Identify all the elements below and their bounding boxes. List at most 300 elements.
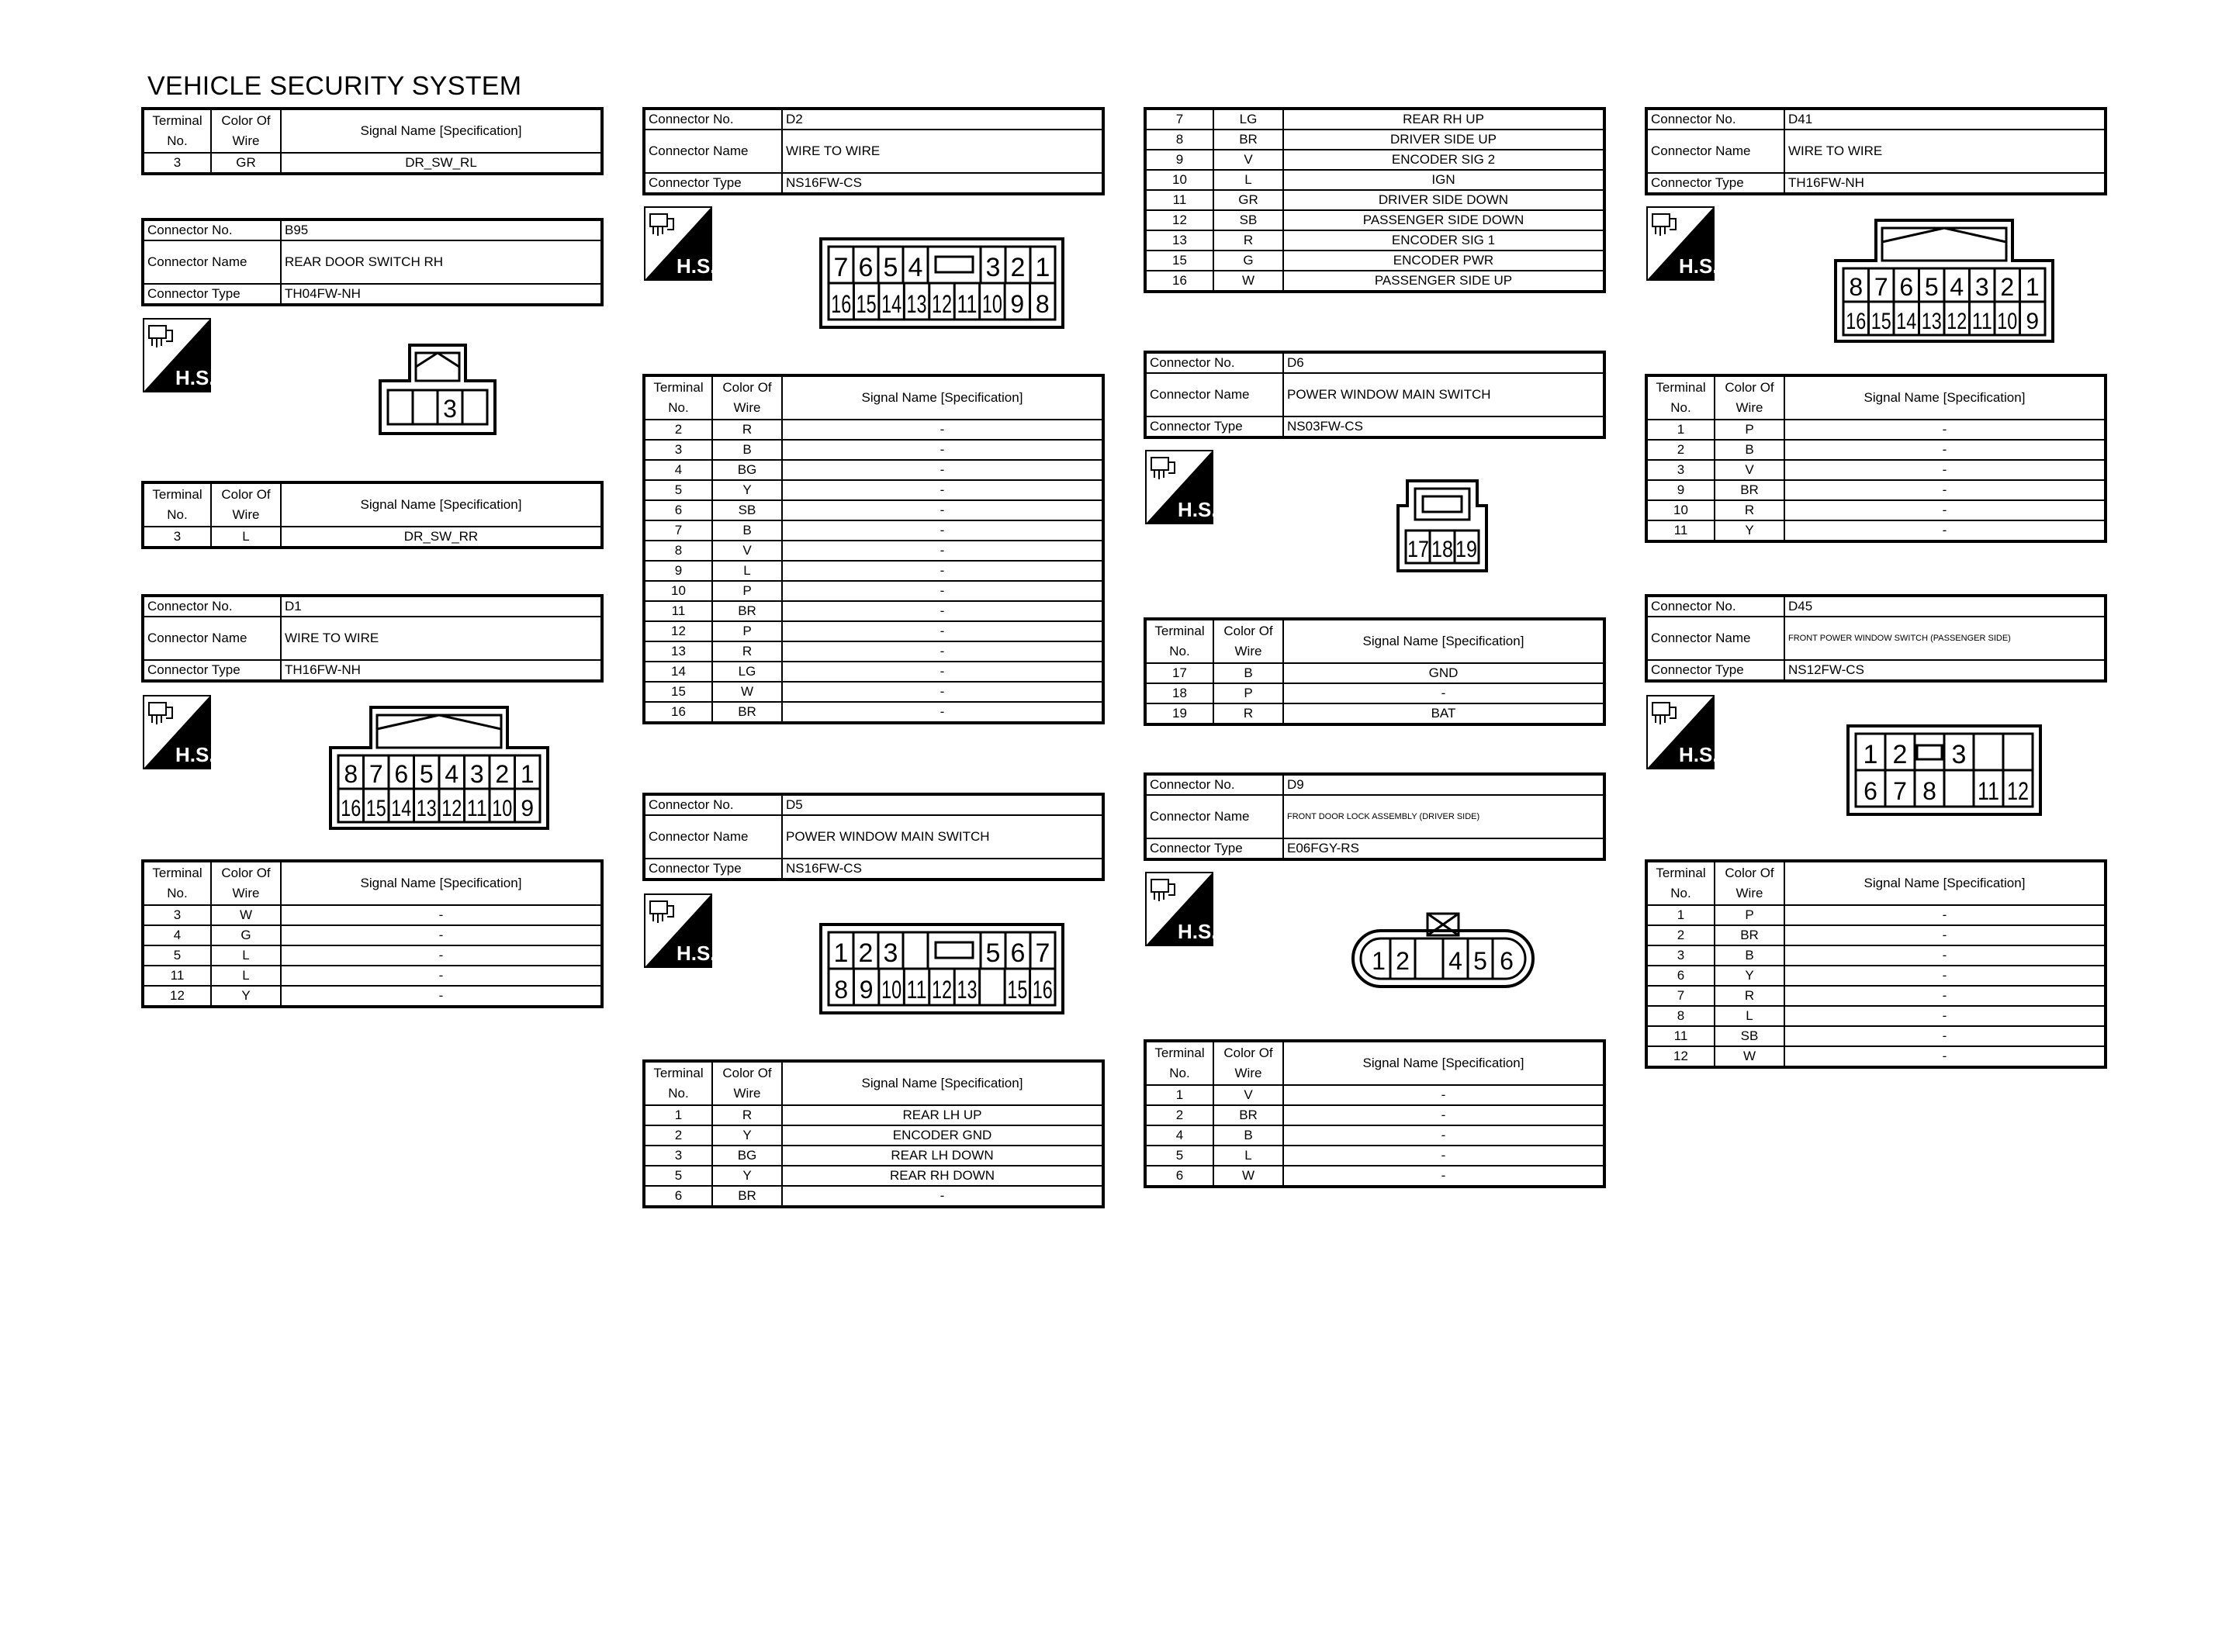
signal-name-cell: - <box>1784 420 2106 440</box>
terminal-no-cell: 1 <box>644 1105 712 1125</box>
pin-label: 2 <box>2000 273 2015 301</box>
wire-color-cell: R <box>712 1105 782 1125</box>
terminal-table-b95: Terminal No. Color Of Wire Signal Name [Specification] 3 L DR_SW_RR <box>141 481 604 549</box>
table-row <box>644 1166 1103 1186</box>
pin-label: 9 <box>1010 290 1025 318</box>
terminal-no-cell: 10 <box>1646 500 1715 520</box>
signal-name-cell: - <box>1784 945 2106 966</box>
wire-color-cell: R <box>1715 500 1784 520</box>
pin-label: 12 <box>2007 777 2029 805</box>
pin-label: 9 <box>521 796 535 821</box>
signal-name-cell: REAR LH UP <box>782 1105 1103 1125</box>
signal-name-cell: IGN <box>1283 170 1604 190</box>
connector-diagram-d41 <box>1834 219 2054 347</box>
signal-name-cell: - <box>782 702 1103 723</box>
svg-text:H.S.: H.S. <box>1679 254 1718 278</box>
signal-name-cell: - <box>782 500 1103 520</box>
signal-name-cell: REAR LH DOWN <box>782 1146 1103 1166</box>
pin-label: 6 <box>394 760 409 788</box>
terminal-no-cell: 4 <box>1145 1125 1213 1146</box>
signal-name-cell: - <box>782 460 1103 480</box>
terminal-no-cell: 9 <box>644 561 712 581</box>
harness-side-icon <box>143 318 215 392</box>
table-row <box>1145 1146 1604 1166</box>
terminal-no-cell: 12 <box>644 621 712 641</box>
pin-label: 10 <box>981 290 1002 318</box>
signal-name-cell: - <box>1784 986 2106 1006</box>
terminal-no-cell: 19 <box>1145 703 1213 724</box>
pin-label: 12 <box>932 290 952 318</box>
pin-label: 10 <box>492 796 513 821</box>
table-row <box>1646 420 2106 440</box>
wire-color-cell: L <box>1715 1006 1784 1026</box>
terminal-no-cell: 15 <box>644 682 712 702</box>
signal-name-cell: - <box>1784 440 2106 460</box>
wire-color-cell: GR <box>1213 190 1283 210</box>
terminal-table-d1: Terminal No. Color Of Wire Signal Name [Specification] 3 W - 4 G - 5 L - 11 L - 12 Y - <box>141 859 604 1008</box>
pin-label: 7 <box>1893 777 1907 805</box>
terminal-no-cell: 1 <box>1646 905 1715 925</box>
table-row <box>1646 500 2106 520</box>
pin-label: 2 <box>1010 253 1026 282</box>
signal-name-cell: - <box>1283 1105 1604 1125</box>
terminal-table-d6: Terminal No. Color Of Wire Signal Name [Specification] 17 B GND 18 P - 19 R BAT <box>1144 617 1606 726</box>
signal-name-cell: - <box>1784 905 2106 925</box>
terminal-no-cell: 5 <box>1145 1146 1213 1166</box>
wire-color-cell: BG <box>712 1146 782 1166</box>
terminal-no-cell: 7 <box>1145 109 1213 130</box>
connector-diagram-d6 <box>1396 479 1488 576</box>
table-row: 3 W - <box>143 905 602 925</box>
wire-color-cell: Y <box>712 1125 782 1146</box>
pin-label: 14 <box>1896 309 1917 334</box>
terminal-table-d9: Terminal No. Color Of Wire Signal Name [Specification] 1 V - 2 BR - 4 B - 5 L - 6 W - <box>1144 1039 1606 1188</box>
connector-no-value: B95 <box>281 219 602 240</box>
table-row <box>644 541 1103 561</box>
wire-color-cell: P <box>712 621 782 641</box>
terminal-no-cell: 8 <box>1145 130 1213 150</box>
wire-color-cell: LG <box>1213 109 1283 130</box>
connector-name-value: REAR DOOR SWITCH RH <box>281 240 602 284</box>
pin-label: 8 <box>834 976 849 1004</box>
pin-label: 11 <box>957 290 978 318</box>
wire-color-cell: L <box>712 561 782 581</box>
connector-diagram-d2 <box>819 237 1064 333</box>
terminal-no-cell: 7 <box>644 520 712 541</box>
signal-name-cell: - <box>1283 1166 1604 1187</box>
harness-side-icon <box>1145 872 1217 946</box>
terminal-no-cell: 9 <box>1145 150 1213 170</box>
table-row <box>644 460 1103 480</box>
table-row <box>644 561 1103 581</box>
table-row <box>1646 1026 2106 1046</box>
pin-label: 2 <box>1892 740 1908 769</box>
pin-label: 3 <box>883 938 898 968</box>
terminal-no-cell: 3 <box>1646 460 1715 480</box>
wire-color-cell: V <box>1715 460 1784 480</box>
pin-label: 13 <box>906 290 927 318</box>
pin-label: 3 <box>1974 273 1989 301</box>
harness-side-icon <box>644 893 716 968</box>
svg-text:19: 19 <box>1455 537 1477 562</box>
signal-name-cell: ENCODER SIG 2 <box>1283 150 1604 170</box>
wire-color-cell: SB <box>1213 210 1283 230</box>
terminal-no-cell: 2 <box>1646 440 1715 460</box>
harness-side-icon <box>1646 695 1718 769</box>
table-row <box>1646 1046 2106 1067</box>
svg-text:4: 4 <box>1448 947 1462 975</box>
terminal-no-cell: 6 <box>644 1186 712 1207</box>
table-row <box>644 420 1103 440</box>
table-row <box>1646 1006 2106 1026</box>
terminal-no-cell: 16 <box>644 702 712 723</box>
svg-text:H.S.: H.S. <box>175 743 215 766</box>
wire-color-cell: BR <box>712 702 782 723</box>
pin-label: 2 <box>495 760 510 788</box>
wire-color-cell: V <box>1213 1085 1283 1105</box>
svg-text:H.S.: H.S. <box>677 942 716 965</box>
wire-color-cell: Y <box>712 480 782 500</box>
signal-name-cell: - <box>1784 966 2106 986</box>
wire-color-cell: B <box>1715 440 1784 460</box>
signal-name-cell: - <box>782 1186 1103 1207</box>
header-color-of-wire: Color Of Wire <box>211 109 281 153</box>
wire-color-cell: SB <box>1715 1026 1784 1046</box>
svg-text:H.S.: H.S. <box>1178 920 1217 943</box>
pin-label: 6 <box>1899 273 1914 301</box>
terminal-no-cell: 15 <box>1145 251 1213 271</box>
connector-info-d6: Connector No. D6 Connector Name POWER WINDOW MAIN SWITCH Connector Type NS03FW-CS <box>1144 351 1606 439</box>
table-row <box>1145 109 1604 130</box>
pin-label: 3 <box>985 253 1001 282</box>
pin-label: 15 <box>1870 309 1891 334</box>
table-row <box>1145 251 1604 271</box>
table-row <box>644 702 1103 723</box>
wire-color-cell: SB <box>712 500 782 520</box>
signal-name-cell: - <box>782 520 1103 541</box>
terminal-no-cell: 3 <box>1646 945 1715 966</box>
pin-label: 7 <box>369 760 383 788</box>
signal-name-cell: - <box>1784 520 2106 541</box>
connector-info-d45: Connector No. D45 Connector Name FRONT POWER WINDOW SWITCH (PASSENGER SIDE) Connector Type NS12FW-CS <box>1645 594 2107 683</box>
table-row <box>644 1125 1103 1146</box>
pin-label: 12 <box>932 976 952 1004</box>
terminal-no-cell: 5 <box>644 480 712 500</box>
terminal-table-rl <box>141 107 604 175</box>
pin-label: 4 <box>908 253 923 282</box>
wire-color-cell: R <box>712 641 782 662</box>
connector-info-d41: Connector No. D41 Connector Name WIRE TO WIRE Connector Type TH16FW-NH <box>1645 107 2107 195</box>
wire-color-cell: B <box>1213 1125 1283 1146</box>
table-row <box>644 641 1103 662</box>
wire-color-cell: R <box>1213 230 1283 251</box>
pin-label: 8 <box>1035 290 1050 318</box>
harness-side-icon <box>644 206 716 281</box>
wire-color-cell: W <box>1213 271 1283 292</box>
signal-name-cell: ENCODER GND <box>782 1125 1103 1146</box>
terminal-no-cell: 4 <box>644 460 712 480</box>
wire-color-cell: P <box>1213 683 1283 703</box>
signal-name-cell: - <box>1283 1146 1604 1166</box>
pin-label: 1 <box>520 760 535 788</box>
wire-color-cell: P <box>1715 905 1784 925</box>
pin-label: 11 <box>1971 309 1992 334</box>
pin-label: 15 <box>856 290 877 318</box>
table-row <box>644 1105 1103 1125</box>
table-row <box>644 662 1103 682</box>
terminal-no-cell: 18 <box>1145 683 1213 703</box>
signal-name-cell: PASSENGER SIDE UP <box>1283 271 1604 292</box>
signal-name-cell: - <box>782 581 1103 601</box>
terminal-no-cell: 10 <box>644 581 712 601</box>
table-row <box>644 520 1103 541</box>
connector-info-b95: Connector No. B95 Connector Name REAR DOOR SWITCH RH Connector Type TH04FW-NH <box>141 218 604 306</box>
wire-color-cell: Y <box>712 1166 782 1186</box>
wire-color-cell: B <box>712 440 782 460</box>
signal-name-cell: PASSENGER SIDE DOWN <box>1283 210 1604 230</box>
pin-label: 7 <box>833 253 849 282</box>
table-row <box>1646 440 2106 460</box>
terminal-no-cell: 6 <box>644 500 712 520</box>
table-row <box>1646 925 2106 945</box>
table-row <box>1646 460 2106 480</box>
harness-side-icon <box>143 695 215 769</box>
connector-info-d2: Connector No. D2 Connector Name WIRE TO WIRE Connector Type NS16FW-CS <box>642 107 1105 195</box>
pin-label: 7 <box>1035 938 1050 968</box>
pin-label: 13 <box>416 796 437 821</box>
wire-color-cell: Y <box>1715 966 1784 986</box>
table-row <box>1145 210 1604 230</box>
svg-text:17: 17 <box>1407 537 1429 562</box>
pin-label: 7 <box>1874 273 1888 301</box>
pin-label: 2 <box>858 938 874 968</box>
table-row: 3 GR DR_SW_RL <box>143 153 602 174</box>
terminal-no-cell: 2 <box>644 1125 712 1146</box>
wire-color-cell: BR <box>1213 130 1283 150</box>
terminal-no-cell: 3 <box>644 440 712 460</box>
wire-color-cell: BR <box>1715 925 1784 945</box>
svg-text:H.S.: H.S. <box>1178 498 1217 521</box>
harness-side-icon <box>1145 450 1217 524</box>
signal-name-cell: - <box>782 601 1103 621</box>
signal-name-cell: - <box>1283 1125 1604 1146</box>
pin-label: 16 <box>831 290 852 318</box>
wire-color-cell: R <box>1213 703 1283 724</box>
terminal-no-cell: 11 <box>1646 520 1715 541</box>
terminal-no-cell: 3 <box>644 1146 712 1166</box>
table-row <box>1145 703 1604 724</box>
terminal-table-d5-continued <box>1144 107 1606 293</box>
table-row <box>1145 150 1604 170</box>
terminal-no-cell: 6 <box>1145 1166 1213 1187</box>
table-row <box>1145 130 1604 150</box>
table-row <box>644 682 1103 702</box>
terminal-no-cell: 6 <box>1646 966 1715 986</box>
pin-label: 1 <box>1863 740 1878 769</box>
svg-text:5: 5 <box>1473 947 1487 975</box>
wire-color-cell: L <box>1213 170 1283 190</box>
table-row <box>644 601 1103 621</box>
signal-name-cell: - <box>782 621 1103 641</box>
pin-label: 10 <box>881 976 902 1004</box>
terminal-no-cell: 13 <box>644 641 712 662</box>
signal-name-cell: - <box>1784 925 2106 945</box>
table-row: 3 L DR_SW_RR <box>143 527 602 548</box>
wire-color-cell: B <box>1715 945 1784 966</box>
terminal-no-cell: 16 <box>1145 271 1213 292</box>
signal-name-cell: DRIVER SIDE UP <box>1283 130 1604 150</box>
svg-text:2: 2 <box>1396 947 1410 975</box>
signal-name-cell: DRIVER SIDE DOWN <box>1283 190 1604 210</box>
table-row <box>1145 170 1604 190</box>
wire-color-cell: R <box>1715 986 1784 1006</box>
table-row <box>1646 945 2106 966</box>
terminal-table-d41: Terminal No. Color Of Wire Signal Name [Specification] 1 P - 2 B - 3 V - 9 BR - 10 R - 11 Y - <box>1645 374 2107 543</box>
terminal-no-cell: 14 <box>644 662 712 682</box>
connector-info-d9: Connector No. D9 Connector Name FRONT DOOR LOCK ASSEMBLY (DRIVER SIDE) Connector Type E06FGY-RS <box>1144 772 1606 861</box>
signal-name-cell: - <box>1784 1006 2106 1026</box>
wire-color-cell: Y <box>1715 520 1784 541</box>
signal-name-cell: BAT <box>1283 703 1604 724</box>
header-signal-name: Signal Name [Specification] <box>281 109 602 153</box>
pin-label: 11 <box>906 976 927 1004</box>
pin-label: 8 <box>344 760 358 788</box>
pin-label: 13 <box>1921 309 1942 334</box>
connector-diagram-b95 <box>379 344 497 439</box>
table-row <box>1145 1105 1604 1125</box>
signal-name-cell: ENCODER PWR <box>1283 251 1604 271</box>
wire-color-cell: G <box>1213 251 1283 271</box>
pin-label: 9 <box>859 976 874 1004</box>
pin-label: 5 <box>1924 273 1939 301</box>
wire-color-cell: B <box>1213 663 1283 683</box>
signal-name-cell: - <box>1283 1085 1604 1105</box>
signal-name-cell: - <box>1784 500 2106 520</box>
pin-label: 16 <box>1846 309 1867 334</box>
signal-name-cell: - <box>782 561 1103 581</box>
signal-name-cell: ENCODER SIG 1 <box>1283 230 1604 251</box>
pin-label: 15 <box>365 796 386 821</box>
signal-name-cell: REAR RH DOWN <box>782 1166 1103 1186</box>
terminal-no-cell: 11 <box>1646 1026 1715 1046</box>
wire-color-cell: BR <box>1715 480 1784 500</box>
page-title: VEHICLE SECURITY SYSTEM <box>147 71 522 101</box>
harness-side-icon <box>1646 206 1718 281</box>
pin-label: 11 <box>1978 777 1999 805</box>
wire-color-cell: V <box>712 541 782 561</box>
header-terminal-no: Terminal No. <box>143 109 211 153</box>
terminal-no-cell: 2 <box>1646 925 1715 945</box>
pin-label: 5 <box>883 253 898 282</box>
svg-text:H.S.: H.S. <box>677 254 716 278</box>
terminal-no-cell: 1 <box>1145 1085 1213 1105</box>
table-row <box>1646 520 2106 541</box>
terminal-no-cell: 12 <box>1646 1046 1715 1067</box>
terminal-table-d45: Terminal No. Color Of Wire Signal Name [Specification] 1 P - 2 BR - 3 B - 6 Y - 7 R - 8 L - 11 SB - 12 W - <box>1645 859 2107 1069</box>
svg-text:18: 18 <box>1431 537 1453 562</box>
pin-label: 15 <box>1007 976 1028 1004</box>
signal-name-cell: GND <box>1283 663 1604 683</box>
pin-label: 5 <box>985 938 1001 968</box>
pin-label: 6 <box>1864 777 1877 805</box>
table-row: 11 L - <box>143 966 602 986</box>
terminal-no-cell: 1 <box>1646 420 1715 440</box>
table-row <box>1145 271 1604 292</box>
pin-label: 10 <box>1997 309 2018 334</box>
table-row <box>644 500 1103 520</box>
pin-label: 3 <box>469 760 484 788</box>
pin-label: 1 <box>2025 273 2040 301</box>
terminal-no-cell: 8 <box>1646 1006 1715 1026</box>
wire-color-cell: P <box>712 581 782 601</box>
table-row <box>644 621 1103 641</box>
wire-color-cell: W <box>1715 1046 1784 1067</box>
wire-color-cell: BR <box>1213 1105 1283 1125</box>
connector-diagram-d9 <box>1351 911 1535 992</box>
table-row <box>1145 1125 1604 1146</box>
table-row <box>644 1146 1103 1166</box>
terminal-no-cell: 11 <box>1145 190 1213 210</box>
pin-label: 12 <box>441 796 462 821</box>
terminal-table-d2: Terminal No. Color Of Wire Signal Name [Specification] 2 R - 3 B - 4 BG - 5 Y - 6 SB - 7 B - 8 V - 9 L - 10 P - 11 BR - 12 P - 13 R - 14 LG - 15 W - 16 BR - <box>642 374 1105 724</box>
table-row: 5 L - <box>143 945 602 966</box>
pin-label: 8 <box>1922 777 1936 805</box>
hs-badge-label: H.S. <box>175 366 215 389</box>
terminal-no-cell: 13 <box>1145 230 1213 251</box>
terminal-no-cell: 12 <box>1145 210 1213 230</box>
wire-color-cell: BR <box>712 601 782 621</box>
table-row: 12 Y - <box>143 986 602 1007</box>
signal-name-cell: - <box>1784 460 2106 480</box>
signal-name-cell: - <box>782 662 1103 682</box>
table-row <box>1646 966 2106 986</box>
terminal-table-d5: Terminal No. Color Of Wire Signal Name [Specification] 1 R REAR LH UP 2 Y ENCODER GND 3 BG REAR LH DOWN 5 Y REAR RH DOWN 6 BR - <box>642 1059 1105 1208</box>
pin-label: 11 <box>466 796 487 821</box>
svg-text:H.S.: H.S. <box>1679 743 1718 766</box>
table-row <box>1646 480 2106 500</box>
signal-name-cell: - <box>1784 1046 2106 1067</box>
terminal-no-cell: 17 <box>1145 663 1213 683</box>
pin-label: 3 <box>443 395 457 423</box>
signal-name-cell: - <box>1283 683 1604 703</box>
signal-name-cell: REAR RH UP <box>1283 109 1604 130</box>
wire-color-cell: L <box>1213 1146 1283 1166</box>
pin-label: 9 <box>2026 309 2040 334</box>
table-row <box>1145 190 1604 210</box>
terminal-no-cell: 11 <box>644 601 712 621</box>
table-row <box>1145 1085 1604 1105</box>
terminal-no-cell: 2 <box>1145 1105 1213 1125</box>
table-row <box>644 480 1103 500</box>
signal-name-cell: - <box>1784 1026 2106 1046</box>
signal-name-cell: - <box>1784 480 2106 500</box>
table-row <box>1646 986 2106 1006</box>
pin-label: 6 <box>858 253 874 282</box>
terminal-no-cell: 10 <box>1145 170 1213 190</box>
terminal-no-cell: 2 <box>644 420 712 440</box>
terminal-no-cell: 5 <box>644 1166 712 1186</box>
wire-color-cell: V <box>1213 150 1283 170</box>
wire-color-cell: W <box>1213 1166 1283 1187</box>
pin-label: 14 <box>881 290 902 318</box>
table-row <box>1145 663 1604 683</box>
table-row: 4 G - <box>143 925 602 945</box>
pin-label: 16 <box>1032 976 1053 1004</box>
table-row <box>1145 1166 1604 1187</box>
table-row <box>644 1186 1103 1207</box>
connector-type-value: TH04FW-NH <box>281 284 602 305</box>
signal-name-cell: - <box>782 420 1103 440</box>
